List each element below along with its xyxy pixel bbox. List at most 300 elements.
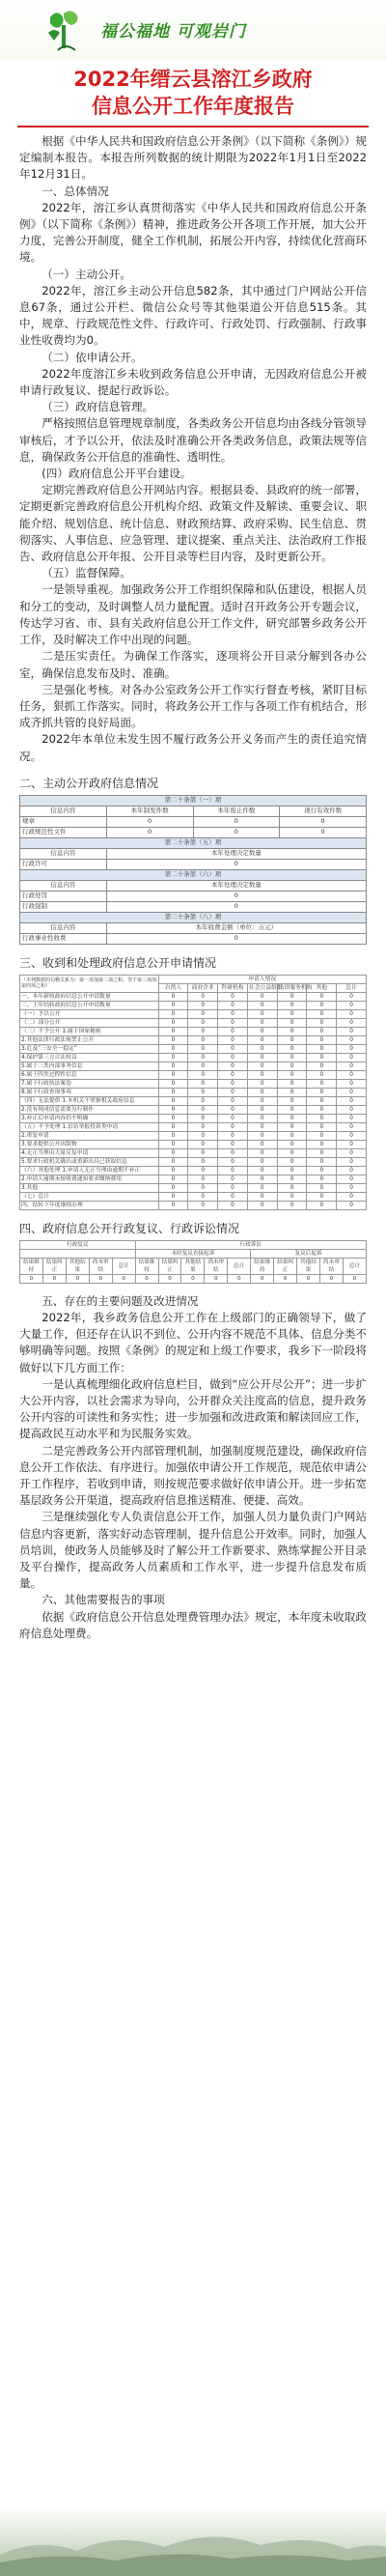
table-cell: 0: [158, 1096, 188, 1105]
table-cell: 0: [218, 1201, 248, 1209]
table-cell: 0: [158, 1131, 188, 1140]
table-header: 尚未审结: [319, 1258, 343, 1274]
table-cell: 0: [218, 1105, 248, 1114]
table-cell: 0: [158, 1009, 188, 1018]
table-header: 法律服务机构: [278, 984, 313, 991]
table-cell: 0: [247, 1166, 277, 1175]
report-body: [0, 133, 386, 765]
section-5-heading: 五、存在的主要问题及改进情况: [41, 1293, 199, 1308]
title-line-1: 2022年缙云县溶江乡政府: [73, 68, 313, 91]
table-cell: 0: [297, 1274, 320, 1283]
table-cell: 0: [218, 1018, 248, 1027]
table-cell: 0: [307, 1096, 337, 1105]
row-label: 8.属于行政查询事项: [20, 1088, 159, 1096]
table-cell: 0: [158, 992, 188, 1001]
table-row: [20, 1035, 367, 1044]
table-row: [20, 1148, 367, 1157]
table-cell: 0: [337, 1062, 367, 1070]
row-label: （四）无法提供 1.本机关不掌握相关政府信息: [20, 1096, 159, 1105]
section-6-heading: 六、其他需要报告的事项: [41, 1593, 165, 1607]
table-cell: 0: [106, 827, 193, 837]
table-cell: 0: [274, 1274, 297, 1283]
row-label: 二、上年结转政府信息公开申请数量: [20, 1001, 159, 1009]
table-cell: 0: [247, 1062, 277, 1070]
table-cell: 0: [247, 1044, 277, 1053]
table-cell: 0: [188, 1166, 218, 1175]
table-cell: 0: [277, 1148, 307, 1157]
table-header: 结果纠正: [42, 1258, 66, 1274]
table-cell: 0: [218, 992, 248, 1001]
table-header: 行政复议: [20, 1240, 136, 1249]
table-cell: 0: [218, 1183, 248, 1192]
table-cell: 0: [188, 1096, 218, 1105]
table-cell: 0: [135, 1274, 158, 1283]
table-row: [20, 992, 367, 1001]
table-cell: 0: [307, 1105, 337, 1114]
table-cell: 0: [158, 1140, 188, 1148]
table-header: 总计: [343, 1258, 366, 1274]
table-cell: 0: [337, 1079, 367, 1088]
table-cell: 0: [307, 1175, 337, 1183]
row-label: 5.属于三类内部事务信息: [20, 1062, 159, 1070]
table-cell: 0: [277, 1070, 307, 1079]
table-cell: 0: [89, 1274, 112, 1283]
table-row: [20, 1131, 367, 1140]
table-cell: 0: [158, 1175, 188, 1183]
table-cell: 0: [337, 992, 367, 1001]
table-cell: 0: [218, 1088, 248, 1096]
table-cell: 0: [247, 1201, 277, 1209]
table-cell: 0: [277, 1088, 307, 1096]
table-cell: 0: [307, 1062, 337, 1070]
table-cell: 0: [247, 1183, 277, 1192]
logo-icon: [44, 8, 87, 54]
table-header: 行政诉讼: [135, 1240, 366, 1249]
page-title: [0, 66, 386, 120]
table-row: [20, 1122, 367, 1131]
table-header: [20, 1249, 136, 1258]
table-cell: 0: [337, 1027, 367, 1035]
table-cell: 0: [307, 1009, 337, 1018]
table-cell: 0: [277, 1175, 307, 1183]
table-cell: 0: [337, 1183, 367, 1192]
table-cell: 0: [277, 1096, 307, 1105]
table-header: 其他结果: [66, 1258, 89, 1274]
table-cell: 0: [218, 1001, 248, 1009]
table-cell: 0: [337, 1166, 367, 1175]
paragraph: 依据《政府信息公开信息处理费管理办法》规定，本年度未收取政府信息处理费。: [19, 1609, 367, 1640]
table-cell: 行政事业性收费: [20, 933, 107, 944]
table-cell: 0: [158, 1035, 188, 1044]
application-table: [19, 975, 367, 1210]
subheading: （二）依申请公开。: [41, 350, 143, 364]
row-label: 6.属于四类过程性信息: [20, 1070, 159, 1079]
table-header: 复议后起诉: [251, 1249, 367, 1258]
table-cell: 0: [188, 1044, 218, 1053]
table-caption: 第二十条第（一）项: [20, 795, 367, 806]
subheading: （一）主动公开。: [41, 267, 131, 281]
table-cell: 0: [277, 1201, 307, 1209]
table-cell: 0: [307, 1001, 337, 1009]
table-row: [20, 1079, 367, 1088]
table-cell: 0: [158, 1070, 188, 1079]
table-cell: 0: [247, 1096, 277, 1105]
paragraph: 一是认真梳理细化政府信息栏目，做到“应公开尽公开”；进一步扩大公开内容，以社会需求为导向，公开群众关注度高的信息，提升政务公开内容的可读性和务实性；进一步加强和改进政策和解读回应工作，提高政民互动水平和为民服务实效。: [19, 1376, 367, 1441]
table-header: 现行有效件数: [280, 806, 367, 816]
table-cell: 0: [188, 1140, 218, 1148]
intro-paragraph: 根据《中华人民共和国政府信息公开条例》（以下简称《条例》）规定编制本报告。本报告所列数据的统计期限为2022年1月1日至2022年12月31日。: [19, 134, 367, 182]
table-cell: 0: [277, 1027, 307, 1035]
table-cell: 0: [158, 1166, 188, 1175]
table-cell: 0: [277, 1044, 307, 1053]
table-cell: 0: [158, 1053, 188, 1062]
table-row: [20, 1140, 367, 1148]
table-cell: 0: [218, 1027, 248, 1035]
table-cell: 0: [280, 816, 367, 827]
report-body-2: [0, 1293, 386, 1642]
table-header: 商业企业: [188, 983, 218, 992]
table-cell: 0: [218, 1122, 248, 1131]
table-header: 总计: [112, 1258, 135, 1274]
table-cell: 0: [188, 1035, 218, 1044]
table-cell: 0: [158, 1114, 188, 1122]
table-cell: 0: [277, 1183, 307, 1192]
table-cell: 0: [228, 1274, 251, 1283]
paragraph: 二是完善政务公开内部管理机制，加强制度规范建设，确保政府信息公开工作依法、有序进行。加强依申请公开工作规范，规范依申请公开工作程序，若收到申请，则按规范要求做好依申请公开。进一步拓宽基层政务公开渠道，提高政府信息推送精准、便捷、高效。: [19, 1443, 367, 1508]
table-cell: 0: [188, 1175, 218, 1183]
table-header: 本年废止件数: [193, 806, 280, 816]
table-cell: 0: [218, 1131, 248, 1140]
table-cell: 0: [307, 1053, 337, 1062]
table-cell: 0: [307, 1122, 337, 1131]
row-label: （七）总计: [20, 1192, 159, 1201]
table-cell: 0: [307, 1088, 337, 1096]
table-cell: 0: [280, 827, 367, 837]
row-label: 一、本年新收政府信息公开申请数量: [20, 992, 159, 1001]
table-cell: 0: [277, 1079, 307, 1088]
table-header: 本年处理决定数量: [106, 848, 366, 859]
table-row: [20, 1175, 367, 1183]
table-cell: 0: [42, 1274, 66, 1283]
table-cell: 0: [307, 1192, 337, 1201]
table-header: 信息内容: [20, 848, 107, 859]
table-caption: 第二十条第（五）项: [20, 837, 367, 848]
paragraph: 2022年，溶江乡主动公开信息582条，其中通过门户网站公开信息67条，通过公开栏、微信公众号等其他渠道公开信息515条。其中，规章、行政规范性文件、行政许可、行政处罚、行政强制、行政事业性收费均为0。: [19, 283, 367, 348]
table-cell: 0: [337, 1122, 367, 1131]
table-cell: 0: [277, 1035, 307, 1044]
table-cell: 0: [247, 1009, 277, 1018]
table-cell: 0: [158, 1018, 188, 1027]
table-header: 结果维持: [20, 1258, 43, 1274]
section-3-heading: 三、收到和处理政府信息公开申请情况: [19, 955, 217, 970]
table-cell: 0: [337, 1018, 367, 1027]
table-cell: 0: [247, 1018, 277, 1027]
table-cell: 0: [277, 1114, 307, 1122]
table-cell: 0: [247, 1070, 277, 1079]
table-cell: 0: [218, 1044, 248, 1053]
table-cell: 行政处罚: [20, 891, 107, 901]
table-cell: 0: [188, 992, 218, 1001]
table-cell: 0: [188, 1027, 218, 1035]
table-header: 本年制发件数: [106, 806, 193, 816]
table-row: [20, 1096, 367, 1105]
table-cell: 0: [188, 1079, 218, 1088]
row-label: （五）不予处理 1.信访举报投诉类申请: [20, 1122, 159, 1131]
table-cell: 0: [307, 1027, 337, 1035]
table-header: 信息内容: [20, 880, 107, 891]
table-header: 尚未审结: [205, 1258, 228, 1274]
table-row: [20, 1001, 367, 1009]
table-header: 结果纠正: [158, 1258, 181, 1274]
table-caption: 第二十条第（八）项: [20, 912, 367, 922]
table-cell: 0: [112, 1274, 135, 1283]
table-cell: 0: [218, 1035, 248, 1044]
table-header: 自然人: [158, 983, 188, 992]
table-cell: 0: [307, 1018, 337, 1027]
table-cell: 0: [251, 1274, 274, 1283]
table-row: [20, 1062, 367, 1070]
table-cell: 0: [307, 1148, 337, 1157]
table-cell: 0: [277, 1018, 307, 1027]
row-label: 2.重复申请: [20, 1131, 159, 1140]
table-cell: 0: [337, 1201, 367, 1209]
row-label: 3.其他: [20, 1183, 159, 1192]
table-cell: 0: [277, 1122, 307, 1131]
table-cell: 0: [188, 1192, 218, 1201]
table-cell: 0: [337, 1105, 367, 1114]
table-row: [20, 1201, 367, 1209]
paragraph: 一是领导重视。加强政务公开工作组织保障和队伍建设，根据人员和分工的变动，及时调整人员力量配置。适时召开政务公开专题会议，传达学习省、市、县有关政府信息公开工作文件，研究部署乡政务公开工作，及时解决工作中出现的问题。: [19, 582, 367, 647]
row-label: （六）其他处理 1.申请人无正当理由逾期不补正: [20, 1166, 159, 1175]
table-cell: 0: [106, 901, 366, 912]
row-label: 2.其他法律行政法规禁止公开: [20, 1035, 159, 1044]
row-label: （一）予以公开: [20, 1009, 159, 1018]
table-cell: 0: [319, 1274, 343, 1283]
table-cell: 0: [337, 1035, 367, 1044]
table-header: 结果维持: [135, 1258, 158, 1274]
table-cell: 0: [247, 1175, 277, 1183]
mountain-illustration: [0, 2518, 386, 2576]
row-label: 7.属于行政执法案卷: [20, 1079, 159, 1088]
table-cell: 0: [158, 1201, 188, 1209]
table-cell: 0: [277, 1192, 307, 1201]
table-cell: 0: [277, 1009, 307, 1018]
table-cell: 0: [218, 1062, 248, 1070]
table-header: 科研机构: [218, 983, 248, 992]
table-cell: 0: [337, 1088, 367, 1096]
subheading: （五）监督保障。: [41, 566, 131, 580]
table-cell: 0: [158, 1027, 188, 1035]
table-cell: 0: [158, 1122, 188, 1131]
table-cell: 0: [66, 1274, 89, 1283]
table-cell: 0: [337, 1175, 367, 1183]
table-cell: 0: [158, 1079, 188, 1088]
table-cell: 0: [188, 1148, 218, 1157]
table-cell: 0: [193, 827, 280, 837]
paragraph: 严格按照信息管理规章制度，各类政务公开信息均由各线分管领导审核后，才予以公开，依法及时准确公开各类政务信息，政策法规等信息，确保政务公开信息的准确性、透明性。: [19, 416, 367, 464]
table-header: 信息内容: [20, 806, 107, 816]
row-label: 5.要求行政机关确认或重新出具已获取信息: [20, 1157, 159, 1166]
table-cell: 0: [218, 1166, 248, 1175]
slogan: 福公福地 可观岩门: [100, 22, 246, 42]
table-cell: 0: [337, 1192, 367, 1201]
table-cell: 0: [188, 1183, 218, 1192]
table-cell: 行政许可: [20, 859, 107, 869]
row-label: 3.补正后申请内容仍不明确: [20, 1114, 159, 1122]
table-cell: 0: [247, 1114, 277, 1122]
table-cell: 行政强制: [20, 901, 107, 912]
table-cell: 0: [188, 1122, 218, 1131]
paragraph: 2022年本单位未发生因不履行政务公开义务而产生的责任追究情况。: [19, 732, 367, 763]
table-cell: 0: [337, 1140, 367, 1148]
row-label: （三）不予公开 1.属于国家秘密: [20, 1027, 159, 1035]
footer-scenery: [0, 2508, 386, 2576]
active-disclosure-table: [19, 795, 367, 945]
table-header: 总计: [337, 983, 367, 992]
table-cell: 0: [247, 992, 277, 1001]
table-cell: 0: [218, 1070, 248, 1079]
table-cell: 0: [247, 1122, 277, 1131]
table-cell: 0: [277, 1001, 307, 1009]
table-cell: 0: [188, 1018, 218, 1027]
table-cell: 0: [20, 1274, 43, 1283]
table-corner: （本列数据的勾稽关系为：第一项加第二项之和，等于第三项加第四项之和）: [20, 975, 159, 992]
paragraph: 三是继续强化专人负责信息公开工作，加强人员力量负责门户网站信息内容更新，落实好动态管理制，提升信息公开效率。同时，加强人员培训，使政务人员能够及时了解公开工作新要求、熟练掌握公开目录及平台操作，提高政务人员素质和工作水平，进一步提升信息发布质量。: [19, 1510, 367, 1591]
table-cell: 0: [218, 1096, 248, 1105]
paragraph: 2022年，溶江乡认真贯彻落实《中华人民共和国政府信息公开条例》（以下简称《条例》）精神，推进政务公开各项工作开展，加大公开力度，完善公开制度，健全工作机制，拓展公开内容，持续优化营商环境。: [19, 200, 367, 265]
table-row: [20, 1044, 367, 1053]
table-cell: 0: [337, 1148, 367, 1157]
table-header: 结果纠正: [274, 1258, 297, 1274]
table-row: [20, 1009, 367, 1018]
table-cell: 0: [247, 1079, 277, 1088]
table-row: [20, 1192, 367, 1201]
header-banner: [0, 0, 386, 60]
table-cell: 0: [193, 816, 280, 827]
table-row: [20, 1070, 367, 1079]
table-cell: 0: [188, 1001, 218, 1009]
table-cell: 0: [337, 1070, 367, 1079]
table-cell: 0: [247, 1001, 277, 1009]
table-cell: 0: [337, 1157, 367, 1166]
table-header: 其他: [307, 983, 337, 992]
table-cell: 0: [307, 1183, 337, 1192]
table-header: 申请人情况: [158, 975, 366, 983]
table-header: 总计: [228, 1258, 251, 1274]
table-header: 结果维持: [251, 1258, 274, 1274]
table-cell: 0: [218, 1192, 248, 1201]
paragraph: 三是强化考核。对各办公室政务公开工作实行督查考核，紧盯目标任务，狠抓工作落实。同时，将政务公开工作与各项工作有机结合，形成齐抓共管的良好局面。: [19, 682, 367, 730]
table-cell: 0: [188, 1009, 218, 1018]
table-cell: 0: [307, 1131, 337, 1140]
table-cell: 0: [158, 1001, 188, 1009]
table-cell: 0: [205, 1274, 228, 1283]
table-cell: 0: [247, 1027, 277, 1035]
table-row: [20, 1027, 367, 1035]
table-row: [20, 1018, 367, 1027]
table-cell: 0: [277, 1105, 307, 1114]
table-cell: 0: [158, 1105, 188, 1114]
table-cell: 0: [337, 1009, 367, 1018]
table-cell: 0: [218, 1079, 248, 1088]
table-cell: 0: [106, 816, 193, 827]
table-cell: 0: [106, 933, 366, 944]
subheading: (四）政府信息公开平台建设。: [41, 467, 192, 481]
table-cell: 0: [247, 1088, 277, 1096]
table-cell: 0: [247, 1192, 277, 1201]
table-cell: 0: [247, 1053, 277, 1062]
subheading: （三）政府信息管理。: [41, 400, 154, 414]
table-cell: 0: [307, 1079, 337, 1088]
table-cell: 0: [188, 1201, 218, 1209]
table-cell: 0: [218, 1175, 248, 1183]
table-cell: 0: [343, 1274, 366, 1283]
table-cell: 0: [158, 1044, 188, 1053]
row-label: 3.要求提供公开出版物: [20, 1140, 159, 1148]
table-row: [20, 1105, 367, 1114]
paragraph: 二是压实责任。为确保工作落实，逐项将公开目录分解到各办公室，确保信息发布及时、准确。: [19, 649, 367, 680]
table-cell: 0: [307, 1114, 337, 1122]
table-cell: 0: [277, 1131, 307, 1140]
table-cell: 0: [181, 1274, 205, 1283]
table-cell: 0: [218, 1140, 248, 1148]
table-header: 本年处理决定数量: [106, 880, 366, 891]
table-header: 社会公益组织: [248, 984, 283, 991]
table-cell: 0: [158, 1183, 188, 1192]
row-label: 四、结转下年度继续办理: [20, 1201, 159, 1209]
table-cell: 0: [337, 1131, 367, 1140]
table-cell: 行政规范性文件: [20, 827, 107, 837]
section-2-heading: 二、主动公开政府信息情况: [19, 776, 159, 790]
table-cell: 0: [307, 1035, 337, 1044]
table-cell: 规章: [20, 816, 107, 827]
table-cell: 0: [247, 1148, 277, 1157]
table-cell: 0: [188, 1062, 218, 1070]
table-cell: 0: [158, 1274, 181, 1283]
paragraph: 2022年度溶江乡未收到政务信息公开申请，无因政府信息公开被申请行政复议、提起行政诉讼。: [19, 366, 367, 398]
row-label: 4.保护第三方合法权益: [20, 1053, 159, 1062]
section-1-heading: 一、总体情况: [41, 184, 109, 198]
table-cell: 0: [307, 1166, 337, 1175]
table-cell: 0: [277, 992, 307, 1001]
table-cell: 0: [188, 1070, 218, 1079]
table-cell: 0: [247, 1035, 277, 1044]
table-cell: 0: [277, 1166, 307, 1175]
table-cell: 0: [247, 1131, 277, 1140]
table-cell: 0: [277, 1157, 307, 1166]
table-cell: 0: [337, 1053, 367, 1062]
table-header: 其他结果: [297, 1258, 320, 1274]
table-cell: 0: [218, 1053, 248, 1062]
table-cell: 0: [337, 1114, 367, 1122]
table-cell: 0: [307, 1070, 337, 1079]
table-row: [20, 1114, 367, 1122]
table-cell: 0: [188, 1157, 218, 1166]
table-cell: 0: [307, 1157, 337, 1166]
table-cell: 0: [337, 1044, 367, 1053]
table-cell: 0: [307, 1140, 337, 1148]
row-label: 2.没有现成信息需要另行制作: [20, 1105, 159, 1114]
table-row: [20, 1053, 367, 1062]
table-cell: 0: [158, 1148, 188, 1157]
row-label: 3.危及“三安全一稳定”: [20, 1044, 159, 1053]
table-cell: 0: [188, 1053, 218, 1062]
table-cell: 0: [337, 1096, 367, 1105]
table-cell: 0: [158, 1157, 188, 1166]
table-header: 其他结果: [181, 1258, 205, 1274]
table-row: [20, 1088, 367, 1096]
table-row: [20, 1166, 367, 1175]
